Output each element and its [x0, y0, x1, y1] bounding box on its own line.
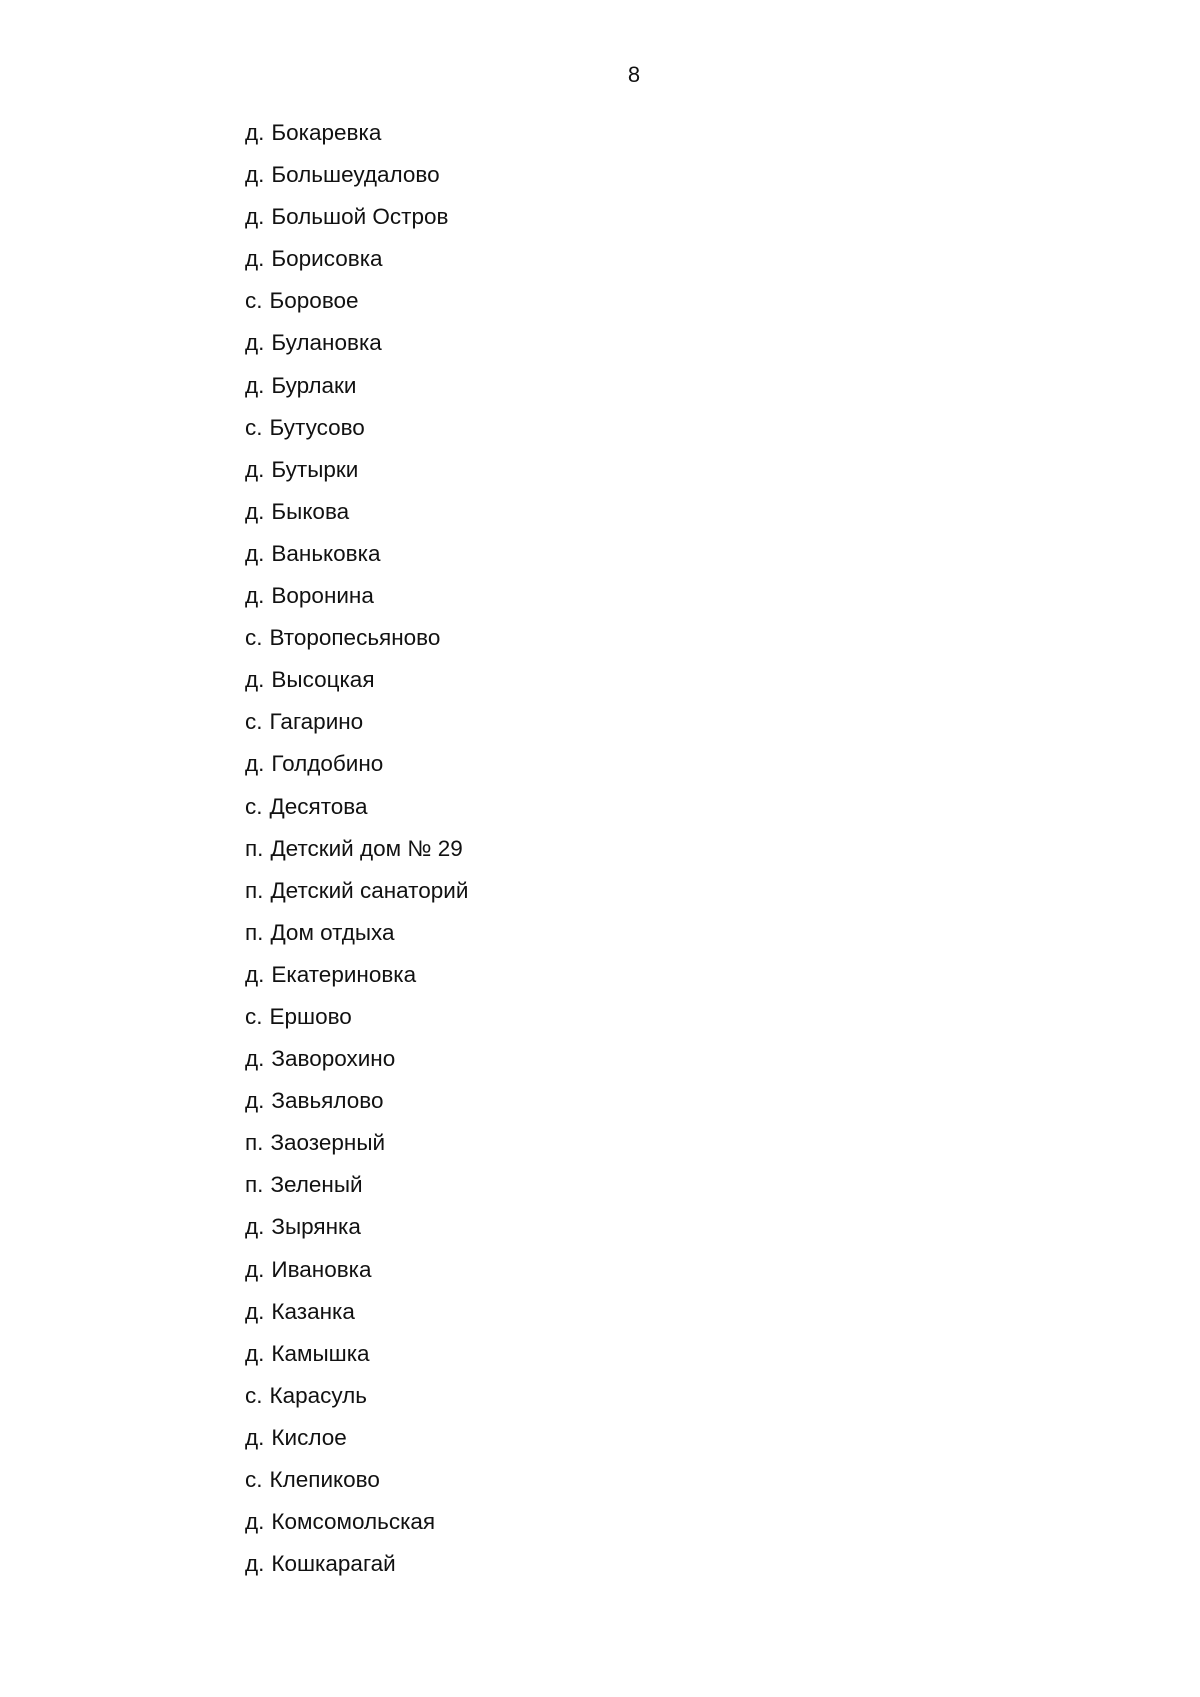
settlement-name: Бурлаки: [271, 372, 357, 398]
settlement-name: Ивановка: [271, 1256, 372, 1282]
settlement-type: д.: [245, 498, 265, 524]
settlement-type: п.: [245, 919, 264, 945]
settlement-name: Воронина: [271, 583, 374, 609]
settlement-name: Большой Остров: [271, 204, 449, 230]
settlement-item: [245, 415, 468, 457]
settlement-item: [245, 794, 468, 836]
settlement-type: д.: [245, 330, 265, 356]
settlement-name: Десятова: [269, 793, 368, 819]
settlement-type: д.: [245, 1424, 265, 1450]
settlement-type: с.: [245, 709, 263, 735]
settlement-name: Булановка: [271, 330, 382, 356]
settlement-item: [245, 1341, 468, 1383]
settlement-type: д.: [245, 667, 265, 693]
settlement-type: д.: [245, 1509, 265, 1535]
settlement-item: [245, 920, 468, 962]
settlement-type: д.: [245, 1298, 265, 1324]
settlement-name: Борисовка: [271, 246, 383, 272]
settlement-item: [245, 709, 468, 751]
settlement-type: д.: [245, 1088, 265, 1114]
settlement-name: Высоцкая: [271, 667, 375, 693]
settlement-item: [245, 625, 468, 667]
settlement-name: Клепиково: [269, 1467, 380, 1492]
settlement-type: д.: [245, 751, 265, 777]
settlement-type: с.: [245, 1003, 263, 1029]
settlement-item: [245, 962, 468, 1004]
settlement-name: Кислое: [271, 1424, 347, 1450]
settlement-type: п.: [245, 835, 264, 861]
settlement-type: д.: [245, 456, 265, 482]
settlement-type: д.: [245, 120, 265, 145]
settlement-name: Детский дом № 29: [270, 835, 463, 861]
page-number: 8: [627, 62, 641, 87]
settlement-type: д.: [245, 162, 265, 188]
settlement-item: [245, 1046, 468, 1088]
settlement-item: [245, 288, 468, 330]
settlement-name: Второпесьяново: [269, 625, 441, 651]
settlement-type: д.: [245, 1214, 265, 1240]
settlement-item: [245, 162, 468, 204]
settlement-item: [245, 583, 468, 625]
settlement-name: Зырянка: [271, 1214, 361, 1240]
settlement-type: д.: [245, 1046, 265, 1072]
settlement-item: [245, 499, 468, 541]
settlement-item: [245, 1088, 468, 1130]
settlement-name: Бутырки: [271, 456, 359, 482]
settlement-name: Карасуль: [269, 1382, 368, 1408]
settlement-type: с.: [245, 288, 263, 314]
settlement-name: Камышка: [271, 1340, 370, 1366]
settlement-name: Боровое: [269, 288, 359, 314]
settlement-item: [245, 330, 468, 372]
settlement-type: с.: [245, 414, 263, 440]
settlement-item: [245, 667, 468, 709]
settlement-item: [245, 1551, 468, 1593]
settlement-item: [245, 1172, 468, 1214]
settlement-item: [245, 878, 468, 920]
settlement-item: [245, 1425, 468, 1467]
settlement-name: Дом отдыха: [270, 919, 395, 945]
settlement-item: [245, 120, 468, 162]
settlement-name: Гагарино: [269, 709, 364, 735]
settlement-item: [245, 1383, 468, 1425]
settlement-name: Ваньковка: [271, 540, 381, 566]
settlement-name: Екатериновка: [271, 961, 417, 987]
settlement-name: Зеленый: [270, 1172, 363, 1198]
settlement-type: с.: [245, 1467, 263, 1492]
settlement-name: Детский санаторий: [270, 877, 469, 903]
settlement-type: п.: [245, 1130, 264, 1156]
settlement-item: [245, 246, 468, 288]
settlement-item: [245, 751, 468, 793]
settlement-type: д.: [245, 1340, 265, 1366]
settlement-name: Заозерный: [270, 1130, 386, 1156]
settlement-type: п.: [245, 877, 264, 903]
settlement-item: [245, 373, 468, 415]
settlement-item: [245, 1467, 468, 1509]
settlement-type: с.: [245, 793, 263, 819]
settlement-name: Комсомольская: [271, 1509, 436, 1535]
settlement-name: Быкова: [271, 498, 350, 524]
settlement-type: п.: [245, 1172, 264, 1198]
settlement-type: д.: [245, 1551, 265, 1577]
settlement-item: [245, 1257, 468, 1299]
settlement-name: Большеудалово: [271, 162, 440, 188]
settlement-name: Бутусово: [269, 414, 365, 440]
settlement-name: Заворохино: [271, 1046, 396, 1072]
settlement-item: [245, 836, 468, 878]
settlement-item: [245, 1214, 468, 1256]
settlement-type: д.: [245, 961, 265, 987]
settlement-list: [245, 120, 468, 1593]
settlement-name: Завьялово: [271, 1088, 384, 1114]
settlement-type: д.: [245, 583, 265, 609]
settlement-type: с.: [245, 625, 263, 651]
settlement-item: [245, 204, 468, 246]
settlement-type: д.: [245, 372, 265, 398]
settlement-type: д.: [245, 204, 265, 230]
settlement-item: [245, 541, 468, 583]
settlement-name: Голдобино: [271, 751, 384, 777]
settlement-item: [245, 1004, 468, 1046]
settlement-type: д.: [245, 246, 265, 272]
settlement-item: [245, 1299, 468, 1341]
settlement-name: Ершово: [269, 1003, 352, 1029]
settlement-item: [245, 1130, 468, 1172]
settlement-name: Бокаревка: [271, 120, 382, 145]
settlement-type: д.: [245, 540, 265, 566]
settlement-item: [245, 1509, 468, 1551]
settlement-type: д.: [245, 1256, 265, 1282]
settlement-name: Казанка: [271, 1298, 355, 1324]
settlement-type: с.: [245, 1382, 263, 1408]
settlement-name: Кошкарагай: [271, 1551, 396, 1577]
settlement-item: [245, 457, 468, 499]
